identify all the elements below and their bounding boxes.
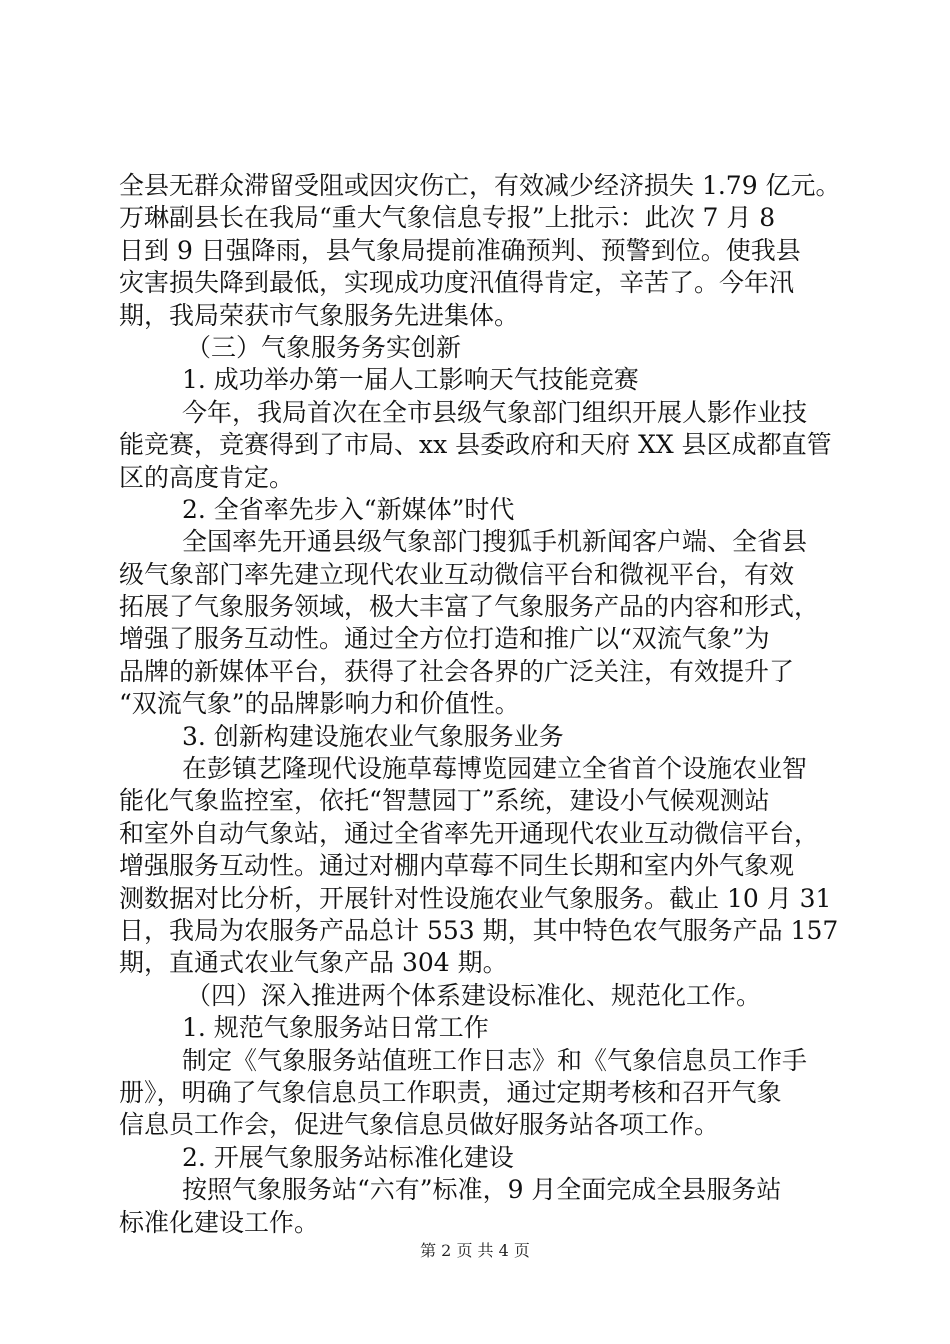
paragraph-line: 今年，我局首次在全市县级气象部门组织开展人影作业技 [182, 397, 808, 427]
paragraph-line: 信息员工作会，促进气象信息员做好服务站各项工作。 [119, 1110, 720, 1140]
document-body [119, 170, 839, 1239]
paragraph-line: 增强了服务互动性。通过全方位打造和推广以“双流气象”为 [119, 624, 770, 654]
paragraph-line: 册》，明确了气象信息员工作职责，通过定期考核和召开气象 [119, 1077, 782, 1107]
paragraph-line: 按照气象服务站“六有”标准，9 月全面完成全县服务站 [182, 1175, 782, 1205]
paragraph-line: 拓展了气象服务领域，极大丰富了气象服务产品的内容和形式， [119, 592, 820, 622]
page-number-footer: 第 2 页 共 4 页 [420, 1241, 530, 1260]
paragraph-line: 日，我局为农服务产品总计 553 期，其中特色农气服务产品 157 [119, 915, 839, 945]
paragraph-line: 灾害损失降到最低，实现成功度汛值得肯定，辛苦了。今年汛 [119, 268, 795, 298]
subsection-heading: 2. 开展气象服务站标准化建设 [182, 1142, 514, 1172]
section-heading: （四）深入推进两个体系建设标准化、规范化工作。 [186, 980, 762, 1010]
section-heading: （三）气象服务务实创新 [186, 332, 462, 362]
subsection-heading: 1. 成功举办第一届人工影响天气技能竞赛 [182, 365, 639, 395]
paragraph-line: 全县无群众滞留受阻或因灾伤亡，有效减少经济损失 1.79 亿元。 [119, 171, 841, 200]
paragraph-line: 能化气象监控室，依托“智慧园丁”系统，建设小气候观测站 [119, 786, 770, 816]
paragraph-line: 制定《气象服务站值班工作日志》和《气象信息员工作手 [182, 1045, 808, 1075]
paragraph-line: 能竞赛，竞赛得到了市局、xx 县委政府和天府 XX 县区成都直管 [119, 430, 832, 460]
subsection-heading: 1. 规范气象服务站日常工作 [182, 1013, 489, 1043]
paragraph-line: 期，我局荣获市气象服务先进集体。 [119, 300, 520, 330]
subsection-heading: 2. 全省率先步入“新媒体”时代 [182, 494, 515, 524]
paragraph-line: 和室外自动气象站，通过全省率先开通现代农业互动微信平台， [119, 818, 820, 848]
paragraph-line: 全国率先开通县级气象部门搜狐手机新闻客户端、全省县 [182, 527, 808, 557]
paragraph-line: 在彭镇艺隆现代设施草莓博览园建立全省首个设施农业智 [182, 754, 808, 784]
paragraph-line: 级气象部门率先建立现代农业互动微信平台和微视平台，有效 [119, 559, 795, 589]
paragraph-line: 区的高度肯定。 [119, 462, 295, 492]
paragraph-line: 增强服务互动性。通过对棚内草莓不同生长期和室内外气象观 [119, 851, 795, 881]
subsection-heading: 3. 创新构建设施农业气象服务业务 [182, 721, 564, 751]
paragraph-line: 测数据对比分析，开展针对性设施农业气象服务。截止 10 月 31 [119, 883, 832, 913]
paragraph-line: 万琳副县长在我局“重大气象信息专报”上批示：此次 7 月 8 [119, 203, 776, 233]
paragraph-line: 日到 9 日强降雨，县气象局提前准确预判、预警到位。使我县 [119, 235, 801, 265]
paragraph-line: 品牌的新媒体平台，获得了社会各界的广泛关注，有效提升了 [119, 656, 795, 686]
paragraph-line: “双流气象”的品牌影响力和价值性。 [119, 689, 520, 719]
paragraph-line: 标准化建设工作。 [119, 1207, 320, 1237]
paragraph-line: 期，直通式农业气象产品 304 期。 [119, 948, 508, 978]
